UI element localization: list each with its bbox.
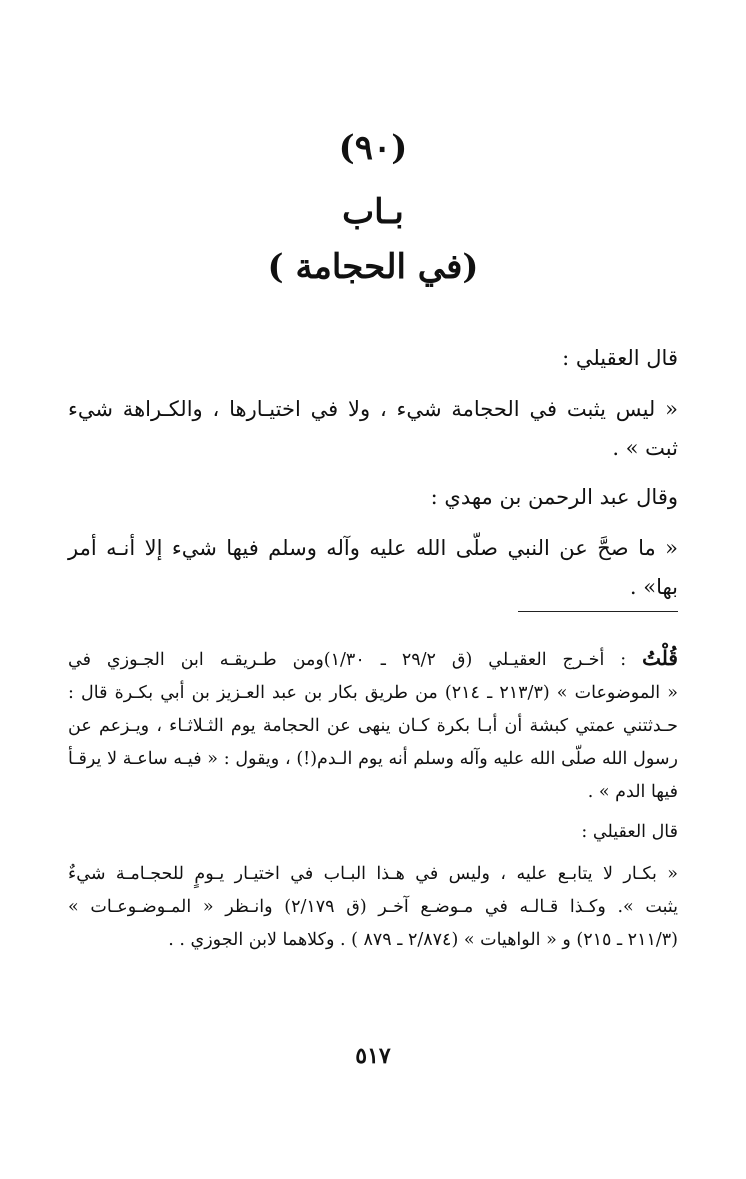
footnote-separator — [518, 611, 678, 612]
main-text-line: « ما صحَّ عن النبي صلّى الله عليه وآله وسلم فيها شيء إلا أنـه أمر — [68, 536, 678, 560]
main-text-line: قال العقيلي : — [562, 346, 678, 370]
footnote-line: « بكـار لا يتابـع عليه ، وليس في هـذا البـاب في اختيـار يـومٍ للحجـامـة شيءٌ — [68, 864, 678, 884]
main-text-line: ثبت » . — [612, 436, 678, 460]
page-number: ٥١٧ — [355, 1043, 391, 1069]
footnote-line — [68, 646, 678, 670]
chapter-heading: بـاب — [342, 192, 404, 232]
footnote-line-text: : أخـرج العقيـلي (ق ٢٩/٢ ـ ١/٣٠)ومن طـريقـه ابن الجـوزي في — [68, 650, 627, 670]
main-text-line: « ليس يثبت في الحجامة شيء ، ولا في اختيـارها ، والكـراهة شيء — [68, 397, 678, 421]
chapter-number: (٩٠) — [338, 128, 408, 168]
footnote-line: رسول الله صلّى الله عليه وآله وسلم أنه يوم الـدم(!) ، ويقول : « فيـه ساعـة لا يرقـأ — [68, 749, 678, 769]
main-text-line: بها» . — [629, 575, 678, 599]
footnote-line: قال العقيلي : — [581, 822, 678, 842]
footnote-line: يثبت ». وكـذا قـالـه في مـوضـع آخـر (ق ٢/١٧٩) وانـظر « المـوضـوعـات » — [68, 897, 678, 917]
chapter-title: (في الحجامة ) — [267, 247, 479, 287]
footnote-line: (٢١١/٣ ـ ٢١٥) و « الواهيات » (٢/٨٧٤ ـ ٨٧٩ ) . وكلاهما لابن الجوزي . . — [168, 930, 678, 950]
footnote-line: حـدثتني عمتي كبشة أن أبـا بكرة كـان ينهى عن الحجامة يوم الثـلاثـاء ، ويـزعم عن — [68, 716, 678, 736]
main-text-line: وقال عبد الرحمن بن مهدي : — [430, 485, 678, 509]
footnote-line: فيها الدم » . — [587, 782, 678, 802]
footnote-qultu: قُلْتُ — [642, 646, 678, 670]
footnote-line: « الموضوعات » (٢١٣/٣ ـ ٢١٤) من طريق بكار بن عبد العـزيز بن أبي بكـرة قال : — [68, 683, 678, 703]
